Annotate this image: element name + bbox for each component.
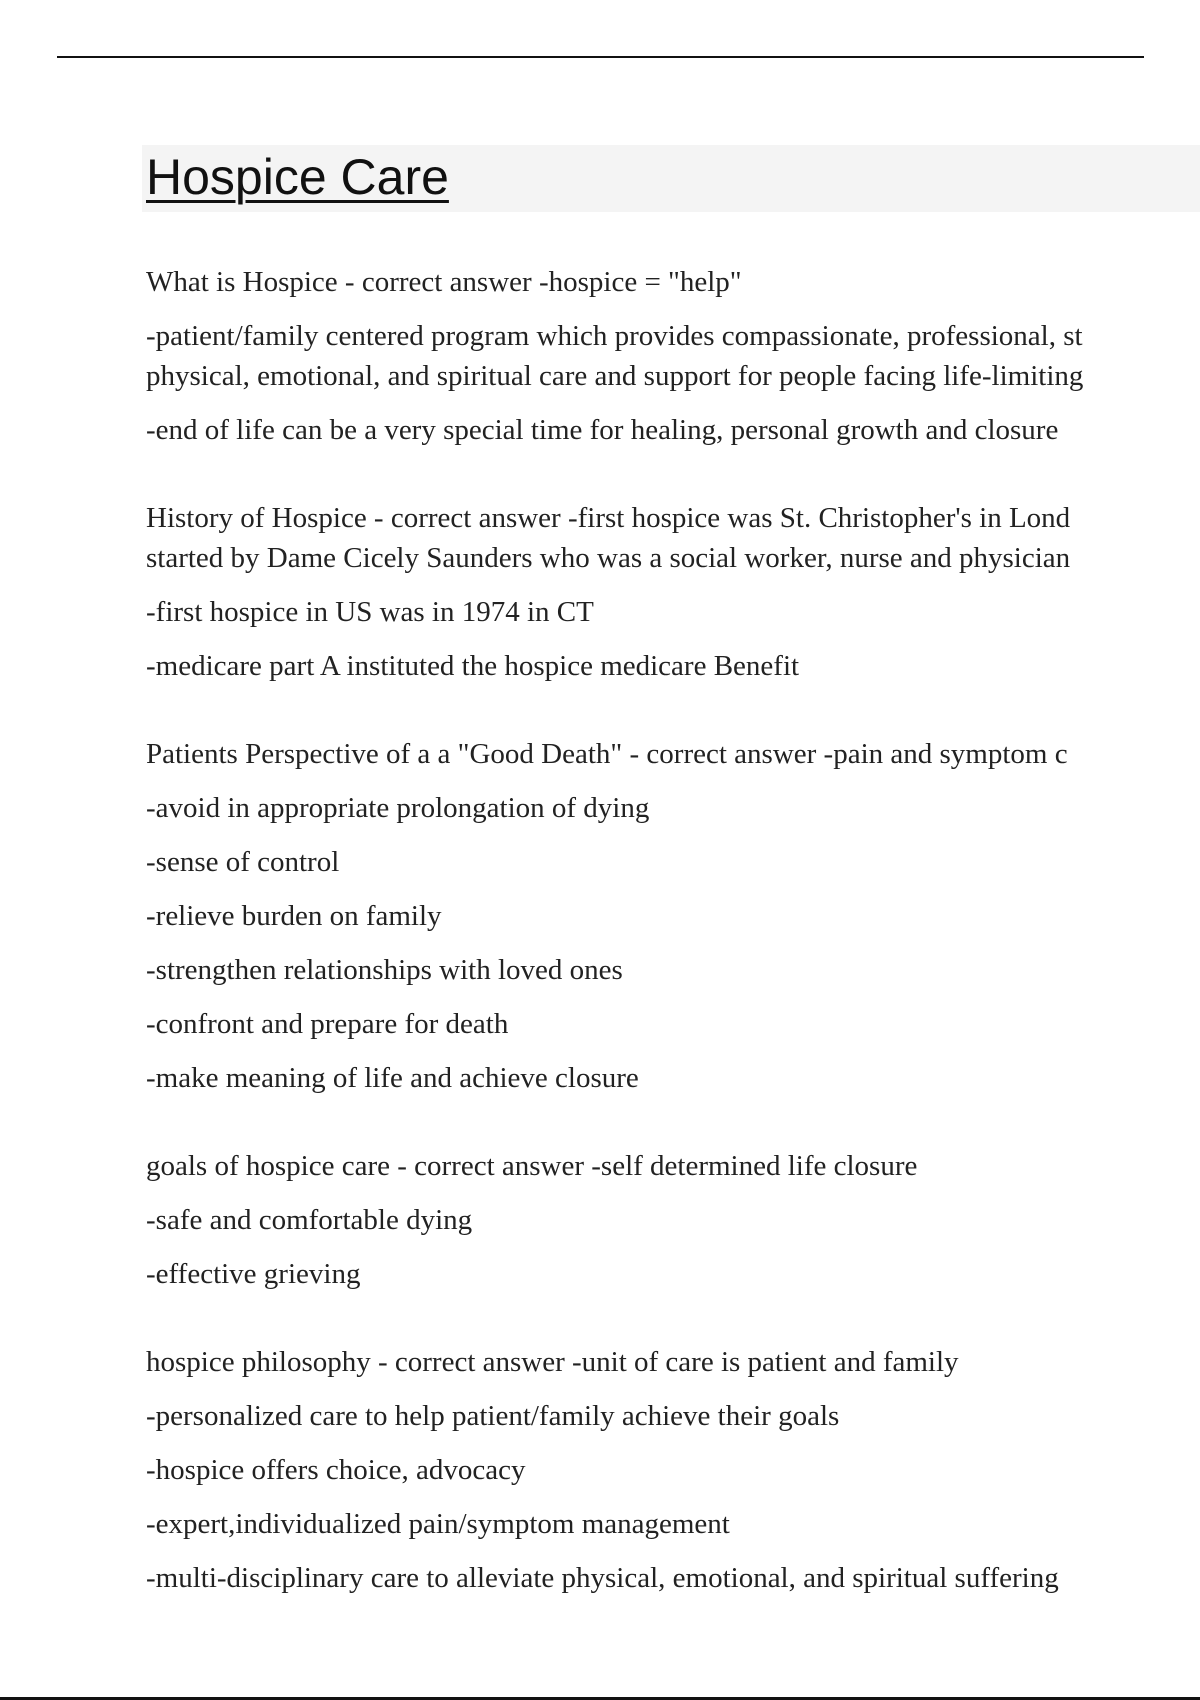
section-goals — [146, 1146, 1200, 1294]
text-line: -expert,individualized pain/symptom management — [146, 1508, 730, 1540]
text-line: -medicare part A instituted the hospice medicare Benefit — [146, 650, 800, 682]
text-line: Patients Perspective of a a "Good Death" - correct answer -pain and symptom c — [146, 738, 1068, 770]
page-title: Hospice Care — [146, 149, 449, 205]
text-line: -relieve burden on family — [146, 900, 442, 932]
text-line: -sense of control — [146, 846, 340, 878]
text-line: -first hospice in US was in 1974 in CT — [146, 596, 594, 628]
text-line: goals of hospice care - correct answer -self determined life closure — [146, 1150, 918, 1182]
text-line: hospice philosophy - correct answer -unit of care is patient and family — [146, 1346, 959, 1378]
section-history-of-hospice — [146, 498, 1200, 686]
text-line: started by Dame Cicely Saunders who was a social worker, nurse and physician — [146, 542, 1071, 574]
text-line: -effective grieving — [146, 1258, 361, 1290]
text-line: -safe and comfortable dying — [146, 1204, 473, 1236]
text-line: -make meaning of life and achieve closure — [146, 1062, 639, 1094]
text-line: -avoid in appropriate prolongation of dying — [146, 792, 650, 824]
text-line: -personalized care to help patient/family achieve their goals — [146, 1400, 840, 1432]
text-line: -patient/family centered program which provides compassionate, professional, st — [146, 320, 1083, 352]
document-body — [146, 262, 1200, 1612]
text-line: physical, emotional, and spiritual care and support for people facing life-limiting — [146, 360, 1084, 392]
text-line: History of Hospice - correct answer -first hospice was St. Christopher's in Lond — [146, 502, 1071, 534]
text-line: -hospice offers choice, advocacy — [146, 1454, 526, 1486]
text-line: -end of life can be a very special time for healing, personal growth and closure — [146, 414, 1059, 446]
section-good-death — [146, 734, 1200, 1098]
text-line: -confront and prepare for death — [146, 1008, 509, 1040]
section-what-is-hospice — [146, 262, 1200, 450]
text-line: What is Hospice - correct answer -hospice = "help" — [146, 266, 742, 298]
section-philosophy — [146, 1342, 1200, 1598]
text-line: -strengthen relationships with loved ones — [146, 954, 623, 986]
text-line: -multi-disciplinary care to alleviate physical, emotional, and spiritual suffering — [146, 1562, 1059, 1594]
top-divider — [57, 56, 1144, 58]
